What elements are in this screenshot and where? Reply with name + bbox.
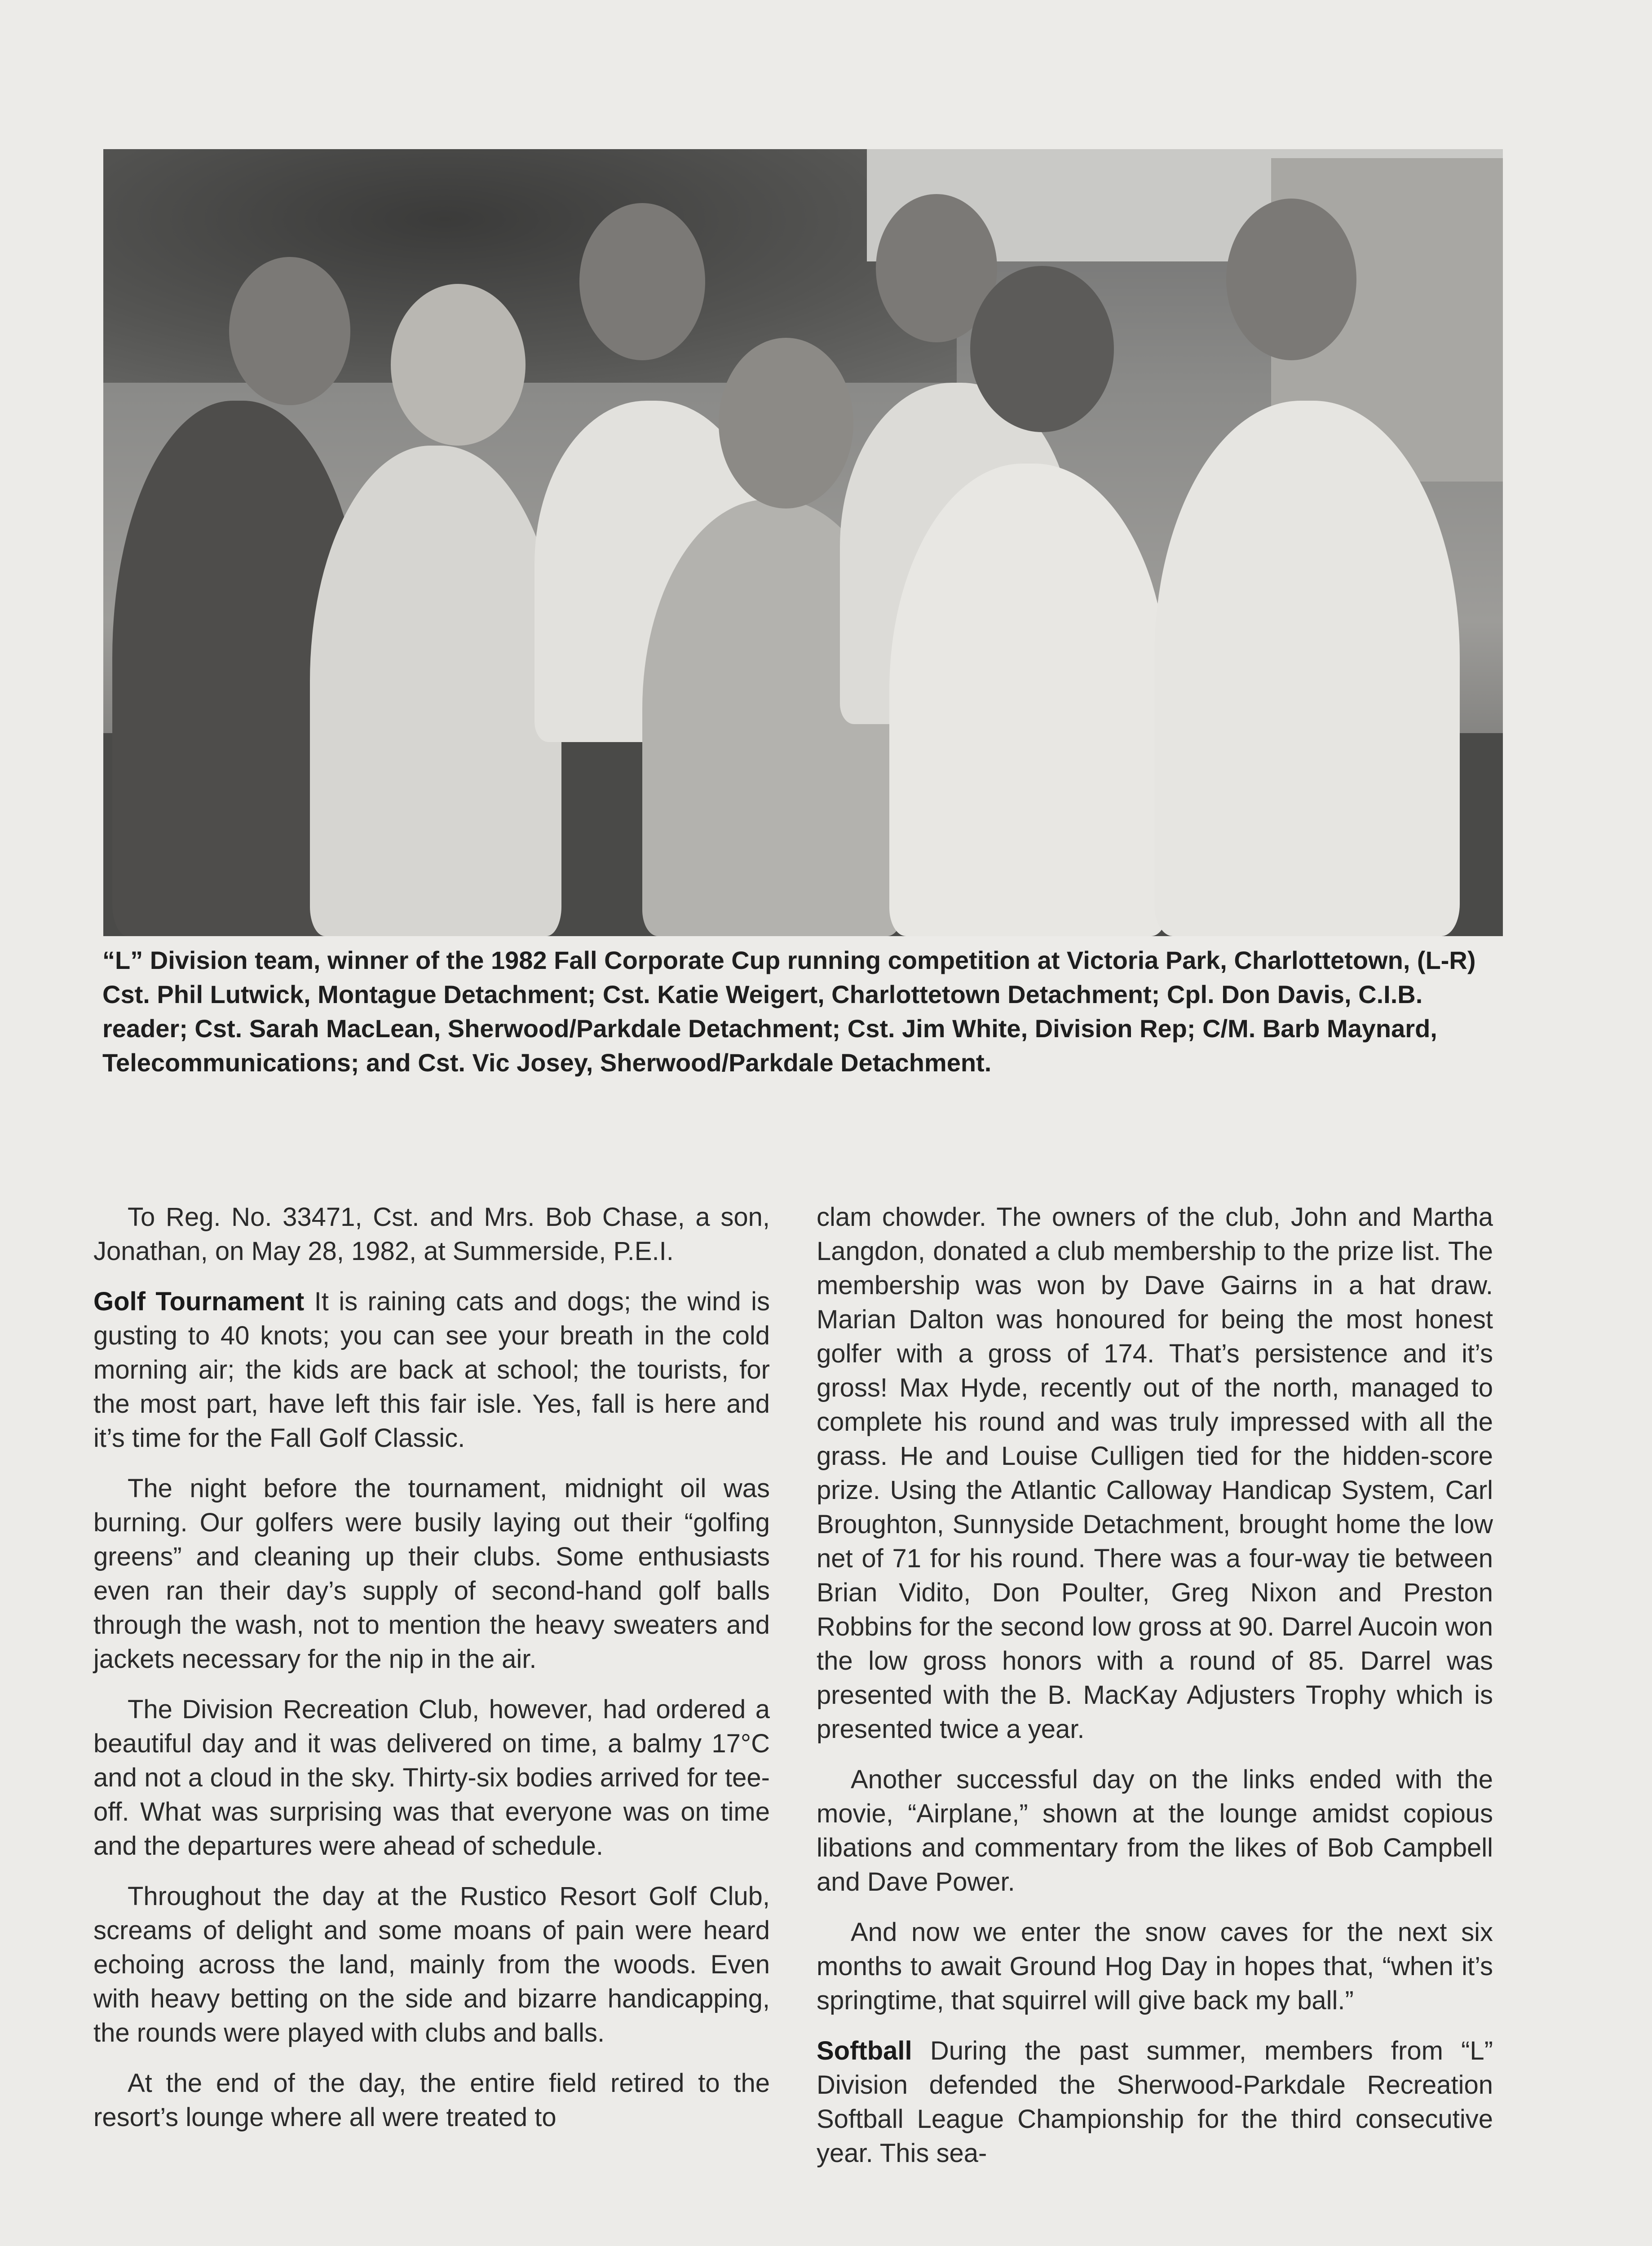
photo-caption: “L” Division team, winner of the 1982 Fall Corporate Cup running competition at Victoria Park, Charlottetown, (L-R) Cst. Phil Lutwick, Montague Detachment; Cst. Katie Weigert, Charlottetown Detachment; Cpl. Don Davis, C.I.B. reader; Cst. Sarah MacLean, Sherwood/Parkdale Detachment; Cst. Jim White, Division Rep; C/M. Barb Maynard, Telecommunications; and Cst. Vic Josey, Sherwood/Parkdale Detachment. <box>102 946 1476 1077</box>
article-column-right <box>817 1200 1493 2187</box>
photo-person <box>1154 401 1460 936</box>
photo-face <box>1226 199 1356 360</box>
paragraph: And now we enter the snow caves for the next six months to await Ground Hog Day in hopes that, “when it’s springtime, that squirrel will give back my ball.” <box>817 1918 1493 2015</box>
golf-tournament-paragraph <box>93 1285 770 1455</box>
paragraph: At the end of the day, the entire field retired to the resort’s lounge where all were treated to <box>93 2069 770 2132</box>
paragraph-text: It is raining cats and dogs; the wind is gusting to 40 knots; you can see your breath in the cold morning air; the kids are back at school; the tourists, for the most part, have left this fair isle. Yes, fall is here and it’s time for the Fall Golf Classic. <box>93 1287 770 1453</box>
photo-face <box>391 284 526 446</box>
paragraph: The Division Recreation Club, however, had ordered a beautiful day and it was delivered on time, a balmy 17°C and not a cloud in the sky. Thirty-six bodies arrived for tee-off. What was surprising was that everyone was on time and the departures were ahead of schedule. <box>93 1695 770 1861</box>
paragraph: Throughout the day at the Rustico Resort Golf Club, screams of delight and some moans of pain were heard echoing across the land, mainly from the woods. Even with heavy betting on the side and bizarre handicapping, the rounds were played with clubs and balls. <box>93 1882 770 2047</box>
softball-paragraph <box>817 2034 1493 2171</box>
paragraph: Another successful day on the links ended with the movie, “Airplane,” shown at the lounge amidst copious libations and commentary from the likes of Bob Campbell and Dave Power. <box>817 1765 1493 1897</box>
photo-person <box>889 464 1168 936</box>
section-heading-softball: Softball <box>817 2036 912 2065</box>
photo-face <box>229 257 350 405</box>
photo-person <box>310 446 561 936</box>
birth-announcement: To Reg. No. 33471, Cst. and Mrs. Bob Chase, a son, Jonathan, on May 28, 1982, at Summerside, P.E.I. <box>93 1203 770 1266</box>
paragraph: The night before the tournament, midnight oil was burning. Our golfers were busily laying out their “golfing greens” and cleaning up their clubs. Some enthusiasts even ran their day’s supply of second-hand golf balls through the wash, not to mention the heavy sweaters and jackets necessary for the nip in the air. <box>93 1474 770 1674</box>
paragraph-text: During the past summer, members from “L” Division defended the Sherwood-Parkdale Recreation Softball League Championship for the third consecutive year. This sea- <box>817 2036 1493 2168</box>
paragraph: clam chowder. The owners of the club, John and Martha Langdon, donated a club membership to the prize list. The membership was won by Dave Gairns in a hat draw. Marian Dalton was honoured for being the most honest golfer with a gross of 174. That’s persistence and it’s gross! Max Hyde, recently out of the north, managed to complete his round and was truly impressed with all the grass. He and Louise Culligen tied for the hidden-score prize. Using the Atlantic Calloway Handicap System, Carl Broughton, Sunnyside Detachment, brought home the low net of 71 for his round. There was a four-way tie between Brian Vidito, Don Poulter, Greg Nixon and Preston Robbins for the second low gross at 90. Darrel Aucoin won the low gross honors with a round of 85. Darrel was presented with the B. MacKay Adjusters Trophy which is presented twice a year. <box>817 1203 1493 1744</box>
photo-face <box>970 266 1114 432</box>
team-photo <box>103 149 1503 936</box>
section-heading-golf: Golf Tournament <box>93 1287 305 1316</box>
photo-face <box>579 203 705 360</box>
photo-face <box>719 338 853 508</box>
article-column-left <box>93 1200 770 2151</box>
